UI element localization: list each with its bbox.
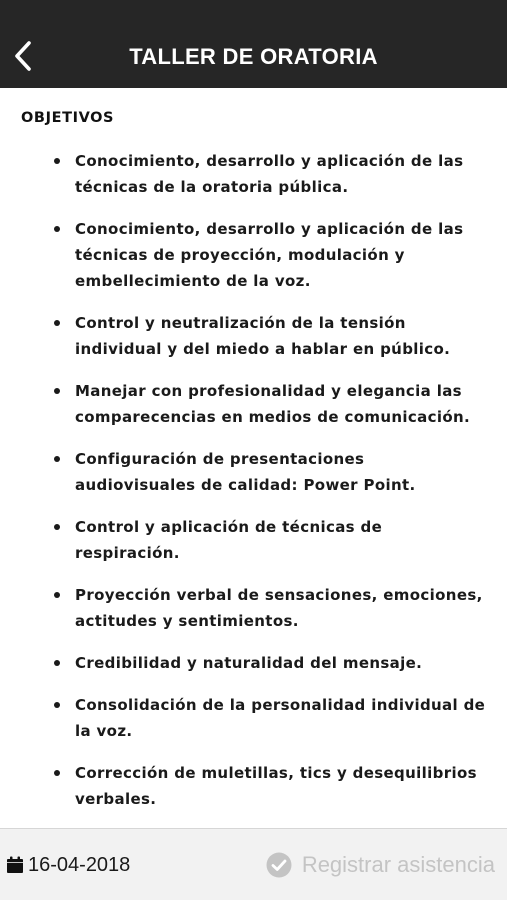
content-area [0,88,507,828]
bullet-icon [54,592,60,598]
bullet-icon [54,388,60,394]
list-item [0,310,507,362]
objective-text: Credibilidad y naturalidad del mensaje. [75,654,423,672]
date-text: 16-04-2018 [28,853,131,876]
objective-text: Conocimiento, desarrollo y aplicación de las técnicas de proyección, modulación y embellecimiento de la voz. [75,220,464,290]
list-item [0,148,507,200]
objective-text: Conocimiento, desarrollo y aplicación de las técnicas de la oratoria pública. [75,152,464,196]
list-item [0,582,507,634]
check-circle-icon [266,852,292,878]
register-attendance-label: Registrar asistencia [301,852,495,877]
bullet-icon [54,660,60,666]
date-display [6,851,130,879]
bullet-icon [54,524,60,530]
list-item [0,446,507,498]
bullet-icon [54,320,60,326]
bullet-icon [54,702,60,708]
list-item [0,760,507,812]
objective-text: Control y neutralización de la tensión individual y del miedo a hablar en público. [75,314,451,358]
list-item [0,650,507,676]
list-item [0,216,507,294]
register-attendance-button[interactable] [266,850,495,880]
objective-text: Consolidación de la personalidad individual de la voz. [75,696,486,740]
section-heading: OBJETIVOS [21,110,115,126]
list-item [0,514,507,566]
bullet-icon [54,226,60,232]
page-title: TALLER DE ORATORIA [129,44,378,69]
navigation-bar [0,0,507,88]
objective-text: Configuración de presentaciones audiovisuales de calidad: Power Point. [75,450,416,494]
list-item [0,692,507,744]
list-item [0,378,507,430]
calendar-icon [6,856,24,874]
footer-bar [0,828,507,900]
objective-text: Proyección verbal de sensaciones, emociones, actitudes y sentimientos. [75,586,483,630]
objective-text: Control y aplicación de técnicas de respiración. [75,518,383,562]
objective-text: Corrección de muletillas, tics y desequilibrios verbales. [75,764,477,808]
objectives-list [0,148,507,828]
bullet-icon [54,456,60,462]
objective-text: Manejar con profesionalidad y elegancia las comparecencias en medios de comunicación. [75,382,471,426]
bullet-icon [54,158,60,164]
bullet-icon [54,770,60,776]
